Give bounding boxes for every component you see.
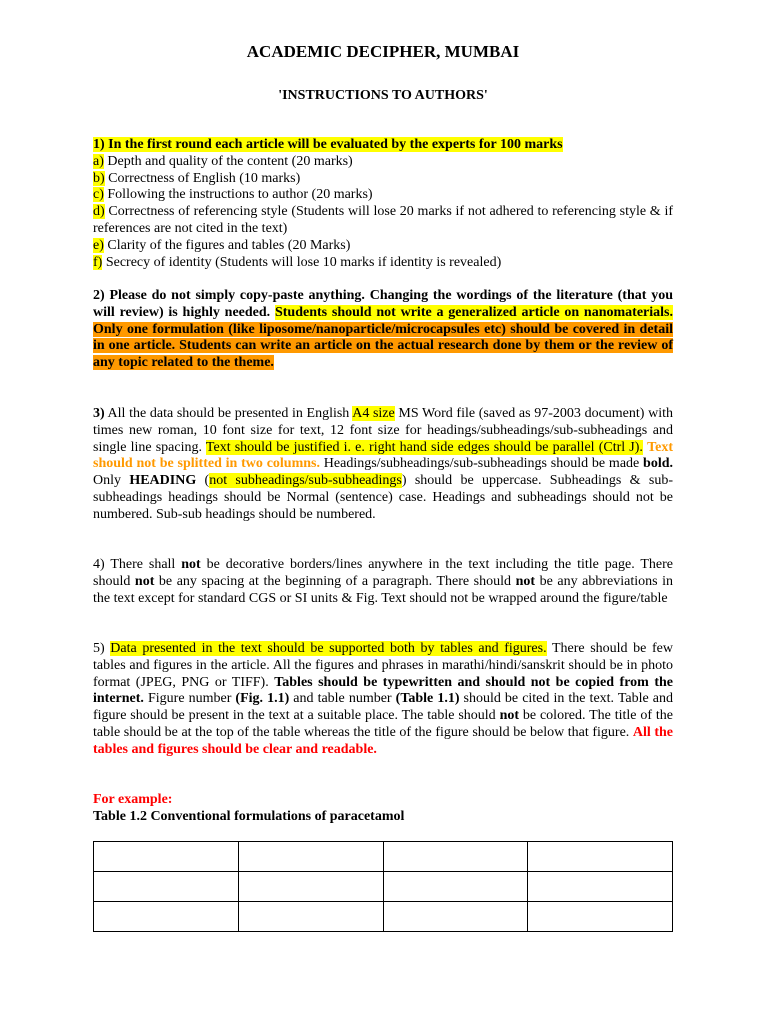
section-5: 5) Data presented in the text should be supported both by tables and figures. There should be few tables and figures in the article. All the figures and phrases in marathi/hindi/sanskrit should be in photo format (JPEG, PNG or TIFF). Tables should be typewritten and should not be copied from the internet. Figure number (Fig. 1.1) and table number (Table 1.1) should be cited in the text. Table and figure should be present in the text at a suitable place. The table should not be colored. The title of the table should be at the top of the table whereas the title of the figure should be below that figure. All the tables and figures should be clear and readable. bbox=[93, 641, 674, 757]
table-row bbox=[94, 902, 673, 932]
table-title: Table 1.2 Conventional formulations of paracetamol bbox=[93, 809, 405, 824]
document-subtitle: 'INSTRUCTIONS TO AUTHORS' bbox=[278, 88, 488, 103]
section-1 bbox=[93, 137, 673, 271]
highlight-a4: A4 size bbox=[352, 406, 395, 421]
table-row bbox=[94, 872, 673, 902]
highlight-data-presented: Data presented in the text should be supported both by tables and figures. bbox=[110, 641, 547, 656]
table-cell bbox=[383, 902, 528, 932]
criterion-e: e) Clarity of the figures and tables (20 Marks) bbox=[93, 237, 351, 253]
table-cell bbox=[238, 902, 383, 932]
table-cell bbox=[528, 872, 673, 902]
criterion-a: a) Depth and quality of the content (20 marks) bbox=[93, 153, 353, 169]
highlight-one-formulation: Only one formulation (like liposome/nanoparticle/microcapsules etc) should be covered in detail in one article. Students can write an article on the actual research done by them or the review of any topic related to the theme. bbox=[93, 321, 673, 371]
highlight-justify: Text should be justified i. e. right hand side edges should be parallel (Ctrl J). bbox=[205, 439, 643, 455]
criterion-b: b) Correctness of English (10 marks) bbox=[93, 170, 301, 186]
document-title: ACADEMIC DECIPHER, MUMBAI bbox=[246, 42, 520, 61]
criterion-f: f) Secrecy of identity (Students will lose 10 marks if identity is revealed) bbox=[93, 254, 502, 270]
table-cell bbox=[528, 842, 673, 872]
section-1-heading: 1) In the first round each article will be evaluated by the experts for 100 marks bbox=[93, 137, 563, 152]
table-cell bbox=[238, 842, 383, 872]
red-clear-readable: All the tables and figures should be clear and readable. bbox=[93, 724, 673, 757]
table-row bbox=[94, 842, 673, 872]
highlight-not-subheadings: not subheadings/sub-subheadings bbox=[209, 473, 402, 489]
table-cell bbox=[528, 902, 673, 932]
example-label: For example: bbox=[93, 792, 173, 807]
section-4: 4) There shall not be decorative borders/lines anywhere in the text including the title page. There should not be any spacing at the beginning of a paragraph. There should not be any abbreviations in the text except for standard CGS or SI units & Fig. Text should not be wrapped around the figure/table bbox=[93, 557, 673, 606]
table-cell bbox=[383, 842, 528, 872]
criterion-c: c) Following the instructions to author (20 marks) bbox=[93, 187, 373, 203]
table-cell bbox=[94, 872, 239, 902]
section-3: 3) All the data should be presented in English A4 size MS Word file (saved as 97-2003 document) with times new roman, 10 font size for text, 12 font size for headings/subheadings/sub-subheadings and single line spacing. Text should be justified i. e. right hand side edges should be parallel (Ctrl J). Text should not be splitted in two columns. Headings/subheadings/sub-subheadings should be made bold. Only HEADING (not subheadings/sub-subheadings) should be uppercase. Subheadings & sub-subheadings headings should be Normal (sentence) case. Headings and subheadings should not be numbered. Sub-sub headings should be numbered. bbox=[93, 406, 674, 522]
criterion-d: d) Correctness of referencing style (Students will lose 20 marks if not adhered to referencing style & if references are not cited in the text) bbox=[93, 204, 673, 236]
table-cell bbox=[238, 872, 383, 902]
highlight-generalized: Students should not write a generalized article on nanomaterials. bbox=[274, 304, 673, 320]
table-cell bbox=[94, 842, 239, 872]
table-cell bbox=[94, 902, 239, 932]
orange-columns-note: Text should not be splitted in two columns. bbox=[93, 439, 674, 472]
table-cell bbox=[383, 872, 528, 902]
section-2: 2) Please do not simply copy-paste anything. Changing the wordings of the literature (that you will review) is highly needed. Students should not write a generalized article on nanomaterials. Only one formulation (like liposome/nanoparticle/microcapsules etc) should be covered in detail in one article. Students can write an article on the actual research done by them or the review of any topic related to the theme. bbox=[93, 288, 673, 371]
example-table bbox=[93, 841, 673, 932]
